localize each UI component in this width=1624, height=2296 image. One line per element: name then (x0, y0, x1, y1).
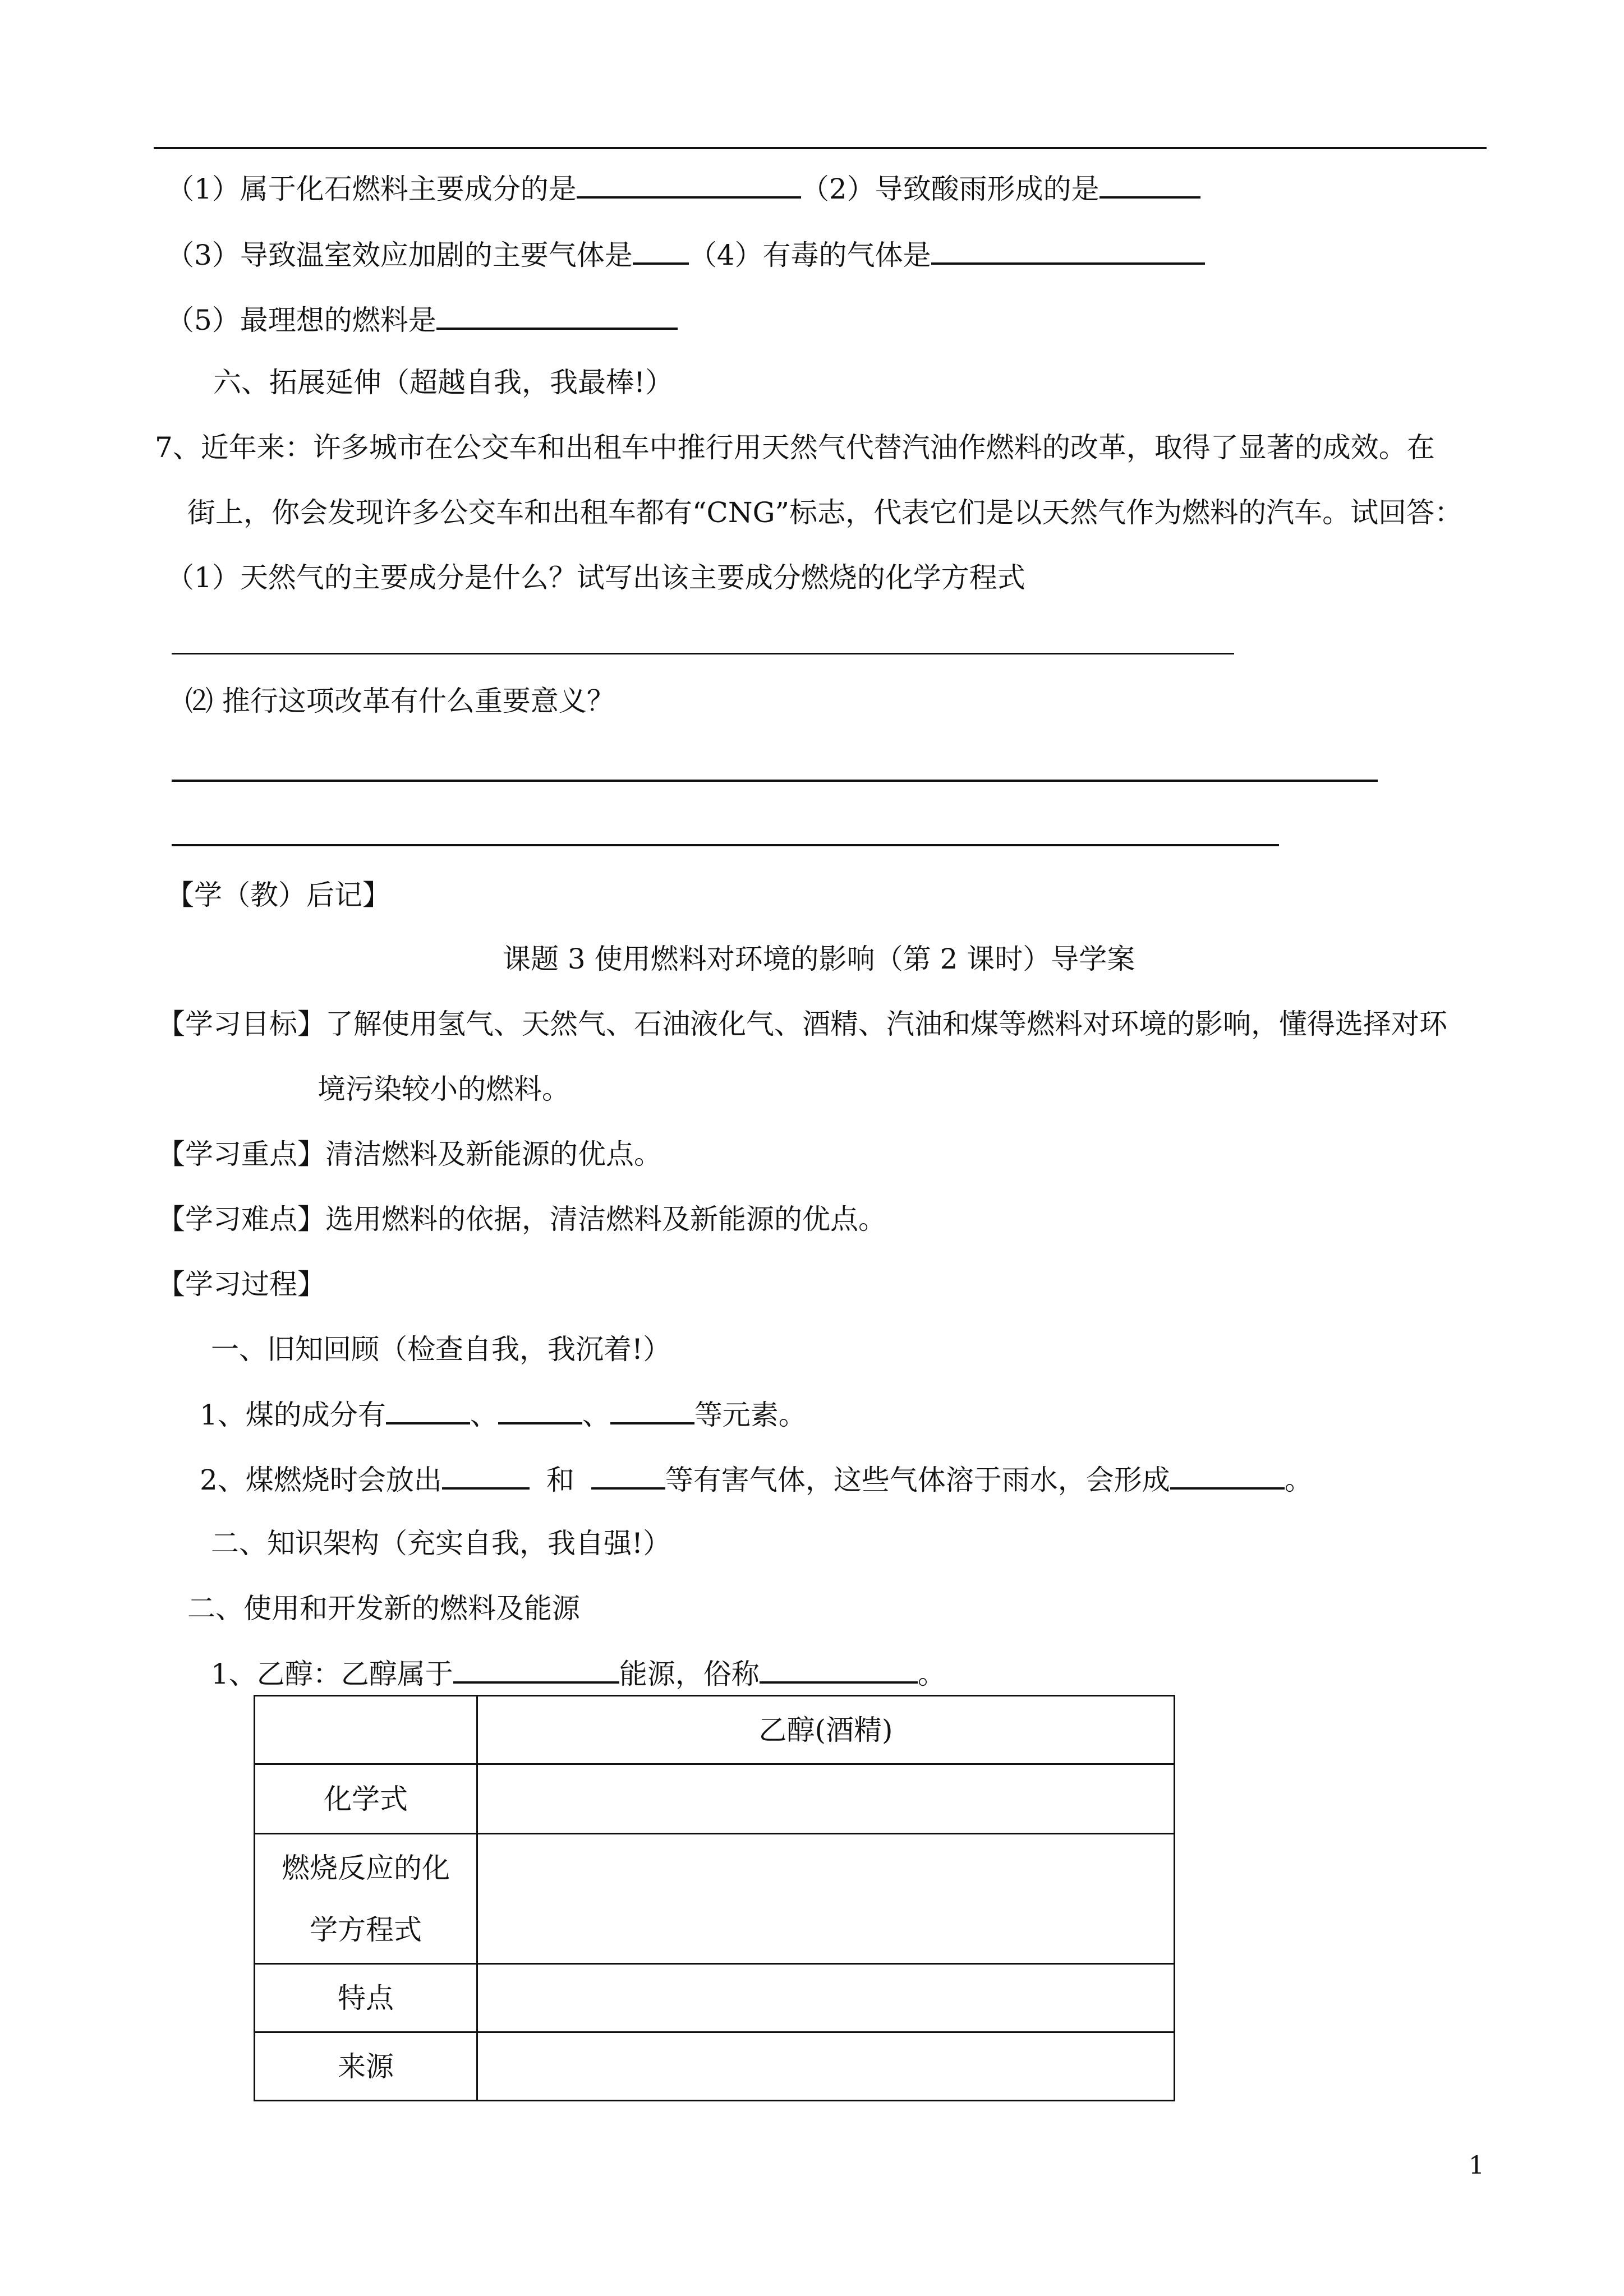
ethanol-table (254, 1695, 1175, 2101)
table-row (255, 2032, 1175, 2101)
answer-blank[interactable] (577, 170, 801, 199)
learning-goal-text: 了解使用氢气、天然气、石油液化气、酒精、汽油和煤等燃料对环境的影响，懂得选择对环 (325, 1008, 1447, 1040)
rq1-text: 1、煤的成分有 (200, 1399, 386, 1431)
question-7-line-2: 街上，你会发现许多公交车和出租车都有“CNG”标志，代表它们是以天然气作为燃料的汽车。试回答： (187, 496, 1463, 529)
framework-heading: 二、知识架构（充实自我，我自强!） (211, 1527, 671, 1560)
postscript-heading: 【学（教）后记】 (166, 879, 390, 911)
table-header-cell: 乙醇(酒精) (477, 1696, 1175, 1764)
answer-cell[interactable] (477, 1964, 1175, 2032)
key-point: 【学习重点】清洁燃料及新能源的优点。 (157, 1138, 662, 1170)
answer-blank[interactable] (1170, 1461, 1285, 1490)
answer-line[interactable] (172, 780, 1378, 782)
answer-blank[interactable] (1099, 170, 1200, 199)
new-fuels-heading: 二、使用和开发新的燃料及能源 (187, 1592, 580, 1625)
rq1-end: 等元素。 (694, 1399, 807, 1431)
q4-text: （4）有毒的气体是 (688, 239, 931, 271)
process-heading: 【学习过程】 (157, 1268, 325, 1301)
learning-goal-line-1 (157, 1007, 1447, 1041)
review-question-1 (200, 1396, 807, 1432)
row-label: 化学式 (255, 1764, 477, 1834)
answer-cell[interactable] (477, 1764, 1175, 1834)
answer-blank[interactable] (453, 1656, 619, 1684)
table-row (255, 1764, 1175, 1834)
answer-blank[interactable] (931, 237, 1205, 265)
answer-line[interactable] (172, 844, 1279, 846)
answer-blank[interactable] (498, 1396, 582, 1424)
page-number: 1 (1469, 2151, 1484, 2180)
ethanol-text: 1、乙醇：乙醇属于 (211, 1658, 453, 1690)
table-row (255, 1964, 1175, 2032)
row-label: 来源 (255, 2032, 477, 2101)
ethanol-text-2: 能源，俗称 (619, 1658, 760, 1690)
rq2-text-2: 等有害气体，这些气体溶于雨水，会形成 (665, 1464, 1170, 1496)
section-heading-extension: 六、拓展延伸（超越自我，我最棒!） (213, 366, 674, 399)
lesson-title: 课题 3 使用燃料对环境的影响（第 2 课时）导学案 (503, 943, 1135, 975)
question-7-sub-1: （1）天然气的主要成分是什么？试写出该主要成分燃烧的化学方程式 (166, 561, 1025, 594)
answer-blank[interactable] (610, 1396, 694, 1424)
difficulty: 【学习难点】选用燃料的依据，清洁燃料及新能源的优点。 (157, 1203, 886, 1235)
question-line-1 (166, 170, 1200, 206)
answer-blank[interactable] (591, 1461, 665, 1490)
question-7-line-1: 7、近年来：许多城市在公交车和出租车中推行用天然气代替汽油作燃料的改革，取得了显著的成效。在 (155, 431, 1435, 464)
answer-cell[interactable] (477, 2032, 1175, 2101)
question-line-3 (166, 302, 678, 337)
ethanol-end: 。 (917, 1658, 946, 1690)
review-heading: 一、旧知回顾（检查自我，我沉着!） (211, 1333, 671, 1366)
answer-blank[interactable] (386, 1396, 470, 1424)
table-row (255, 1834, 1175, 1964)
rq2-and: 和 (546, 1464, 574, 1496)
answer-line[interactable] (172, 653, 1234, 654)
q2-text: （2）导致酸雨形成的是 (801, 173, 1099, 205)
rq2-end: 。 (1284, 1464, 1313, 1496)
q5-text: （5）最理想的燃料是 (166, 304, 436, 336)
ethanol-question (211, 1656, 946, 1691)
row-label: 特点 (255, 1964, 477, 2032)
top-rule (154, 147, 1487, 149)
question-line-2 (166, 237, 1205, 272)
answer-blank[interactable] (760, 1656, 918, 1684)
answer-blank[interactable] (633, 237, 689, 265)
learning-goal-line-2: 境污染较小的燃料。 (318, 1073, 570, 1105)
table-header-row (255, 1696, 1175, 1764)
question-7-sub-2: ⑵ 推行这项改革有什么重要意义？ (185, 685, 615, 717)
review-question-2 (200, 1461, 1313, 1497)
answer-blank[interactable] (442, 1461, 530, 1490)
learning-goal-label: 【学习目标】 (157, 1008, 325, 1040)
rq2-text: 2、煤燃烧时会放出 (200, 1464, 442, 1496)
answer-blank[interactable] (436, 302, 678, 330)
table-corner-cell (255, 1696, 477, 1764)
q3-text: （3）导致温室效应加剧的主要气体是 (166, 239, 633, 271)
q1-text: （1）属于化石燃料主要成分的是 (166, 173, 577, 205)
answer-cell[interactable] (477, 1834, 1175, 1964)
sep: 、 (582, 1399, 610, 1431)
sep: 、 (470, 1399, 498, 1431)
row-label: 燃烧反应的化 学方程式 (255, 1834, 477, 1964)
